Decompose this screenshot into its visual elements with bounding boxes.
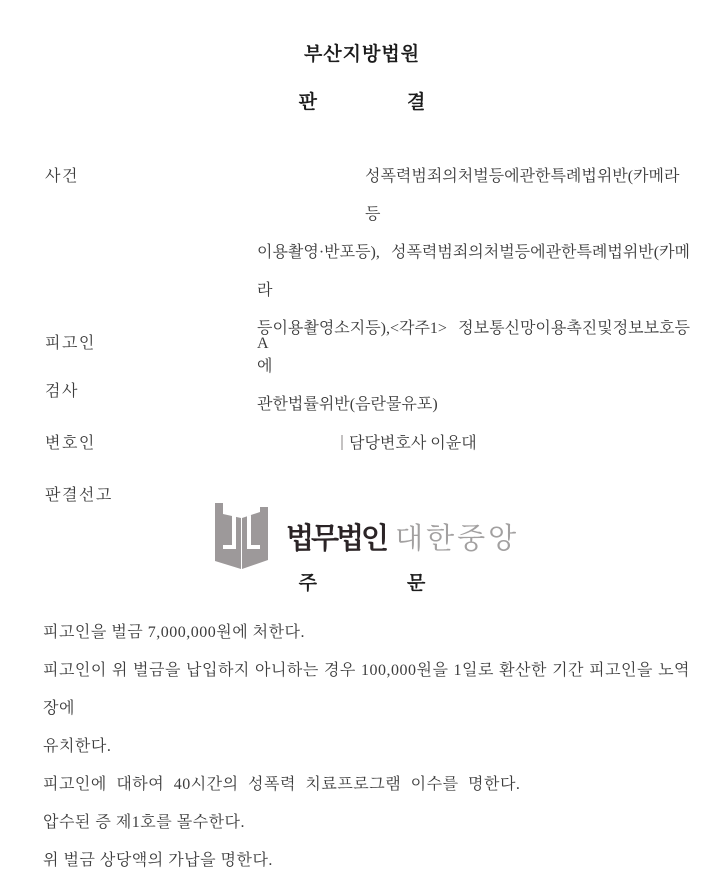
order-heading-char-1: 주 — [298, 573, 317, 594]
order-line: 유치한다. — [43, 738, 112, 755]
case-line: 성폭력범죄의처벌등에관한특례법위반(카메라등 — [365, 168, 680, 223]
case-label: 사건 — [45, 168, 79, 185]
law-firm-logo — [215, 503, 519, 569]
redaction-artifact — [341, 435, 343, 450]
judgment-heading — [0, 84, 724, 122]
order-body — [43, 614, 690, 877]
law-firm-logo-text — [286, 516, 519, 557]
counsel-text: 담당변호사 이윤대 — [349, 435, 477, 452]
judgment-heading-char-1: 판 — [298, 92, 317, 113]
logo-firm-name: 대한중앙 — [395, 522, 520, 555]
defendant-value: A — [257, 335, 269, 352]
case-line: 이용촬영·반포등), 성폭력범죄의처벌등에관한특례법위반(카메라 — [257, 244, 690, 299]
order-line: 압수된 증 제1호를 몰수한다. — [43, 814, 246, 831]
case-line: 관한법률위반(음란물유포) — [257, 396, 438, 413]
court-name: 부산지방법원 — [303, 44, 421, 65]
order-heading — [0, 565, 724, 603]
case-line: 등이용촬영소지등),<각주1> 정보통신망이용촉진및정보보호등에 — [257, 320, 690, 375]
counsel-label: 변호인 — [45, 435, 96, 452]
order-line: 위 벌금 상당액의 가납을 명한다. — [43, 852, 273, 869]
defendant-label: 피고인 — [45, 335, 96, 352]
prosecutor-label: 검사 — [45, 383, 79, 400]
order-line: 피고인이 위 벌금을 납입하지 아니하는 경우 100,000원을 1일로 환산한 기간 피고인을 노역장에 — [43, 662, 690, 717]
open-book-icon — [215, 503, 268, 569]
order-line: 피고인에 대하여 40시간의 성폭력 치료프로그램 이수를 명한다. — [43, 776, 521, 793]
case-value — [257, 158, 690, 424]
order-heading-char-2: 문 — [407, 573, 426, 594]
logo-firm-type: 법무법인 — [286, 522, 387, 555]
sentencing-date-label: 판결선고 — [45, 487, 113, 504]
order-line: 피고인을 벌금 7,000,000원에 처한다. — [43, 624, 306, 641]
judgment-heading-char-2: 결 — [407, 92, 426, 113]
counsel-value — [341, 425, 477, 463]
